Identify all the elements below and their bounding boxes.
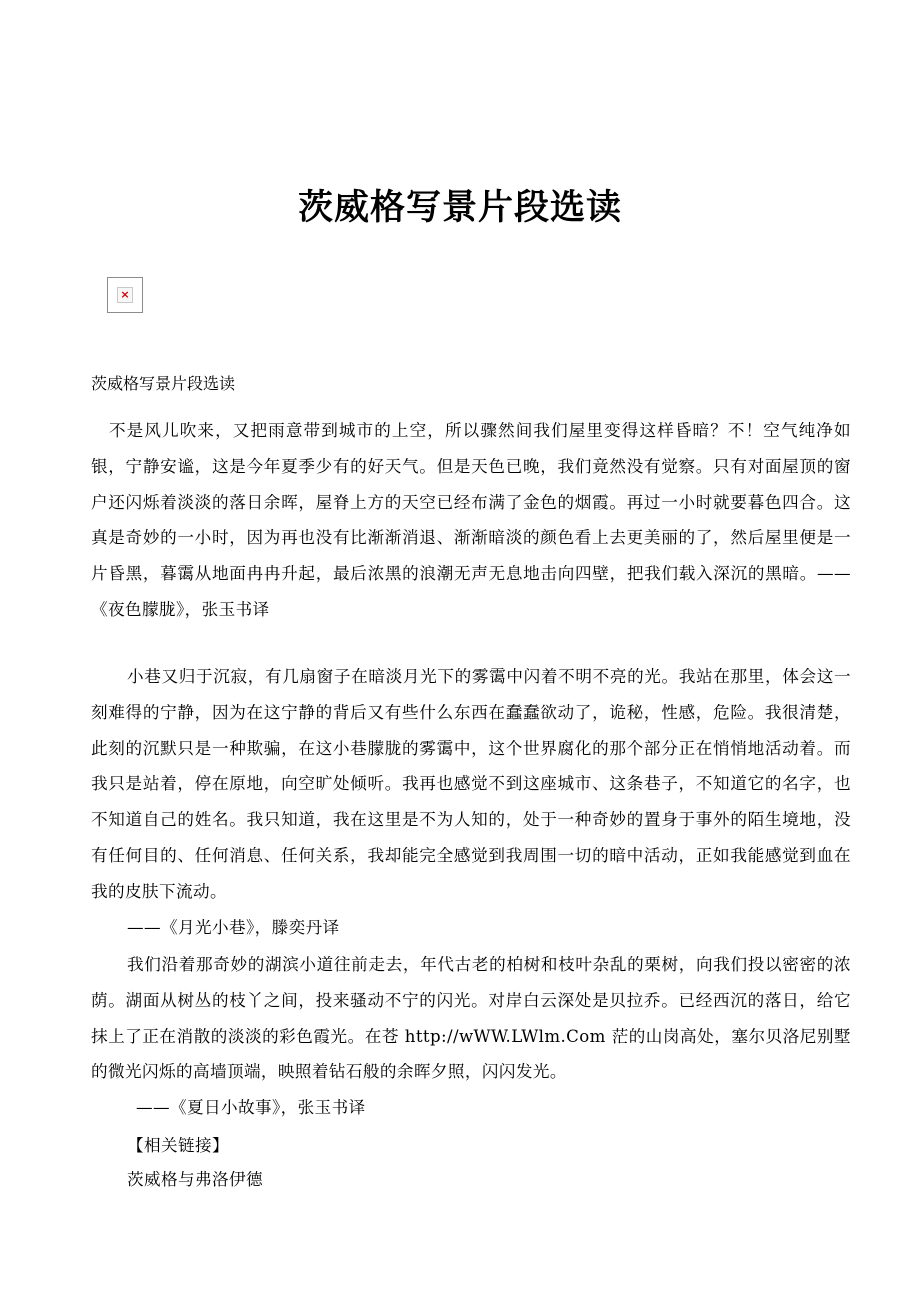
close-icon: ×: [120, 288, 130, 301]
source-moonlight-alley: ——《月光小巷》，滕奕丹译: [127, 918, 340, 937]
article-subtitle: 茨威格写景片段选读: [91, 374, 236, 393]
broken-image-icon: [107, 277, 143, 313]
paragraph-lakeside-walk: 我们沿着那奇妙的湖滨小道往前走去，年代古老的柏树和枝叶杂乱的栗树，向我们投以密密的浓荫。湖面从树丛的枝丫之间，投来骚动不宁的闪光。对岸白云深处是贝拉乔。已经西沉的落日，给它抹上了正在消散的淡淡的彩色霞光。在苍 http://wWW.LWlm.Com 茫的山岗高处，塞尔贝洛尼别墅的微光闪烁的高墙顶端，映照着钻石般的余晖夕照，闪闪发光。: [91, 955, 851, 1082]
paragraph-evening: 不是风儿吹来，又把雨意带到城市的上空，所以骤然间我们屋里变得这样昏暗？不！空气纯净如银，宁静安谧，这是今年夏季少有的好天气。但是天色已晚，我们竟然没有觉察。只有对面屋顶的窗户还闪烁着淡淡的落日余晖，屋脊上方的天空已经布满了金色的烟霞。再过一小时就要暮色四合。这真是奇妙的一小时，因为再也没有比渐渐消退、渐渐暗淡的颜色看上去更美丽的了，然后屋里便是一片昏黑，暮霭从地面冉冉升起，最后浓黑的浪潮无声无息地击向四壁，把我们载入深沉的黑暗。——《夜色朦胧》，张玉书译: [91, 421, 851, 619]
source-summer-story: ——《夏日小故事》，张玉书译: [136, 1098, 366, 1117]
image-placeholder-frame: [117, 287, 133, 303]
paragraph-moonlight-alley: 小巷又归于沉寂，有几扇窗子在暗淡月光下的雾霭中闪着不明不亮的光。我站在那里，体会这一刻难得的宁静，因为在这宁静的背后又有些什么东西在蠢蠢欲动了，诡秘，性感，危险。我很清楚，此刻的沉默只是一种欺骗，在这小巷朦胧的雾霭中，这个世界腐化的那个部分正在悄悄地活动着。而我只是站着，停在原地，向空旷处倾听。我再也感觉不到这座城市、这条巷子，不知道它的名字，也不知道自己的姓名。我只知道，我在这里是不为人知的，处于一种奇妙的置身于事外的陌生境地，没有任何目的、任何消息、任何关系，我却能完全感觉到我周围一切的暗中活动，正如我能感觉到血在我的皮肤下流动。: [91, 667, 851, 901]
related-links-heading: 【相关链接】: [127, 1136, 229, 1155]
page-title: 茨威格写景片段选读: [297, 187, 622, 228]
related-link-item[interactable]: 茨威格与弗洛伊德: [127, 1170, 263, 1189]
